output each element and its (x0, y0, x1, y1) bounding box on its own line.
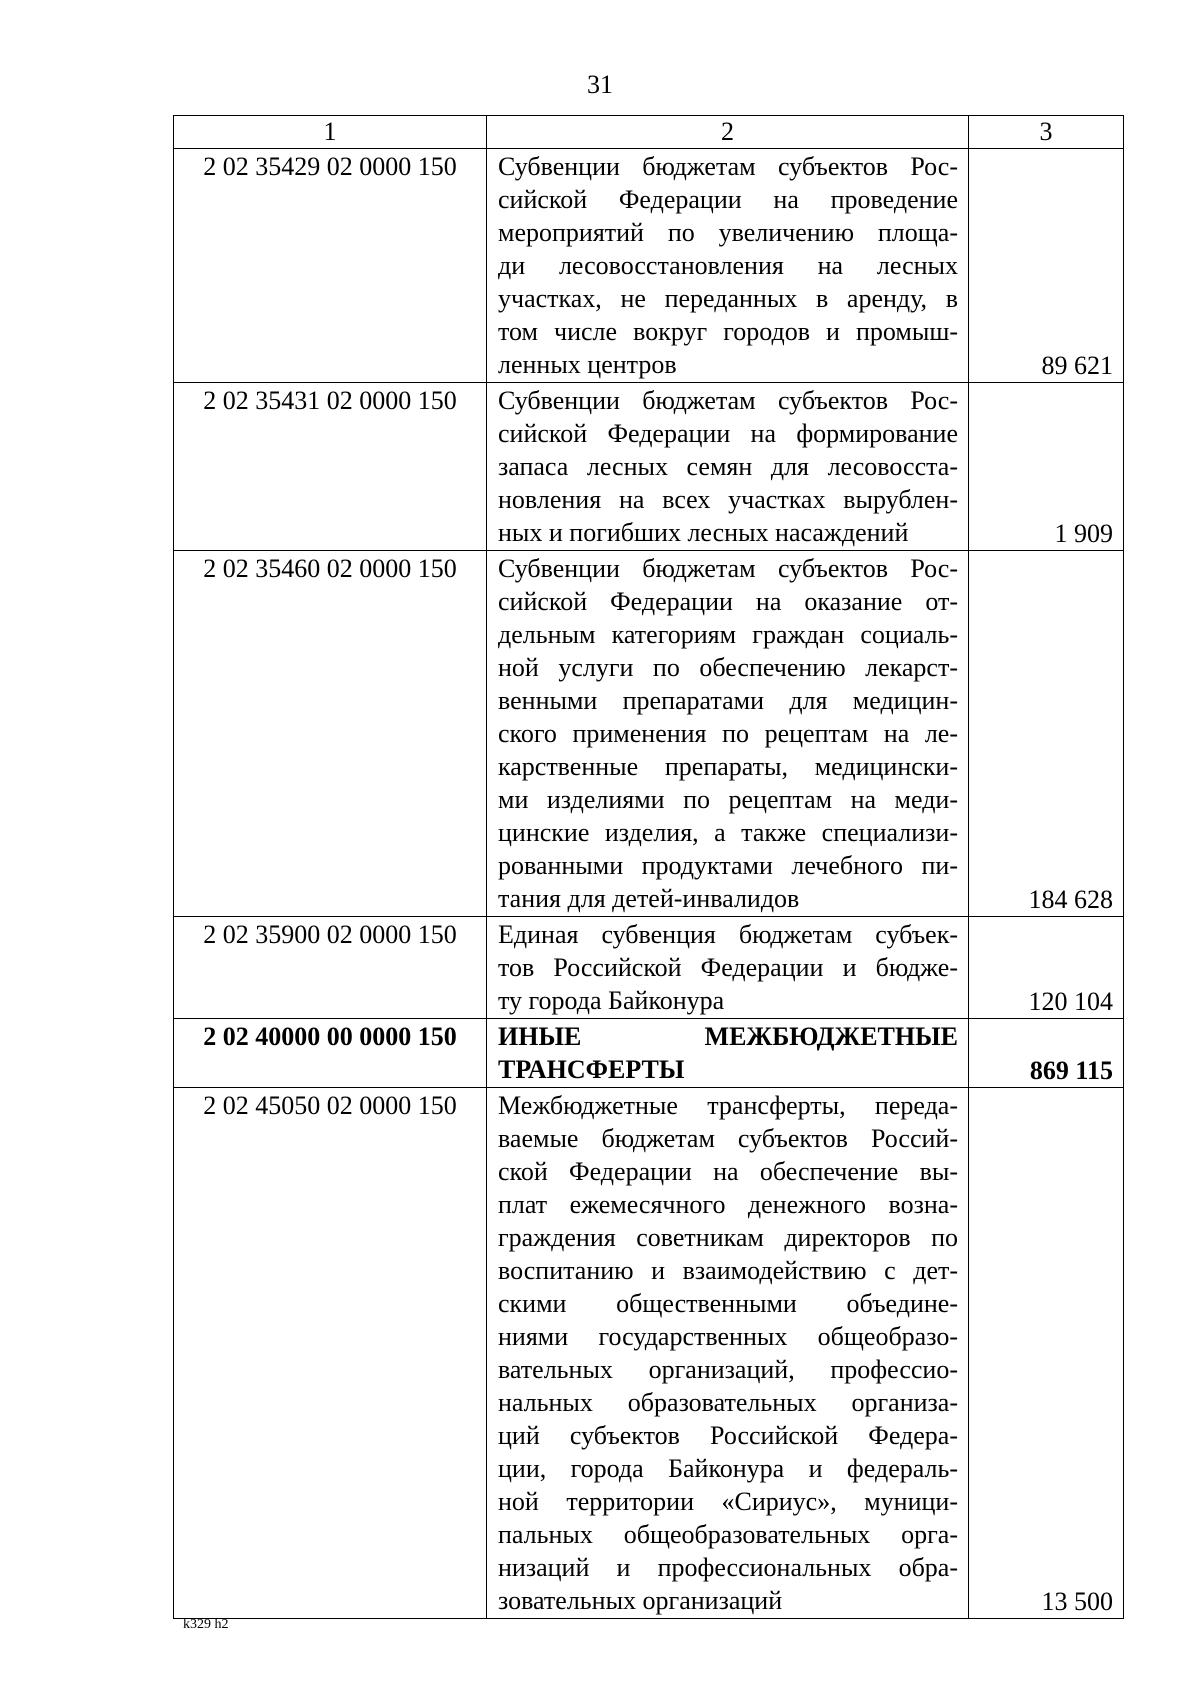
table-row (174, 383, 1124, 551)
description-line: пальных общеобразовательных орга- (498, 1520, 958, 1549)
description-line: плат ежемесячного денежного возна- (498, 1190, 958, 1219)
description-line: Межбюджетные трансферты, переда- (498, 1091, 958, 1120)
description-line: участках, не переданных в аренду, в (498, 284, 958, 313)
description-cell (487, 551, 969, 917)
description-cell (487, 1019, 969, 1088)
budget-code-cell: 2 02 45050 02 0000 150 (174, 1088, 487, 1619)
table-body (174, 149, 1124, 1619)
description-cell (487, 149, 969, 383)
budget-code-cell: 2 02 35431 02 0000 150 (174, 383, 487, 551)
description-line: тания для детей-инвалидов (498, 884, 800, 913)
budget-code-cell: 2 02 35429 02 0000 150 (174, 149, 487, 383)
description-line: ной территории «Сириус», муници- (498, 1487, 958, 1516)
budget-code-cell: 2 02 35900 02 0000 150 (174, 917, 487, 1019)
description-line: венными препаратами для медицин- (498, 686, 958, 715)
budget-code-cell: 2 02 35460 02 0000 150 (174, 551, 487, 917)
description-line: Субвенции бюджетам субъектов Рос- (498, 152, 958, 181)
description-line: зовательных организаций (498, 1586, 783, 1615)
amount-cell: 1 909 (969, 383, 1124, 551)
description-line: ниями государственных общеобразо- (498, 1322, 958, 1351)
amount-cell: 89 621 (969, 149, 1124, 383)
description-line: запаса лесных семян для лесовосста- (498, 452, 958, 481)
description-line: Единая субвенция бюджетам субъек- (498, 920, 958, 949)
description-line: ской Федерации на обеспечение вы- (498, 1157, 958, 1186)
revenue-table (173, 115, 1124, 1619)
description-line: воспитанию и взаимодействию с дет- (498, 1256, 958, 1285)
amount-cell: 869 115 (969, 1019, 1124, 1088)
description-line: ди лесовосстановления на лесных (498, 251, 958, 280)
description-line: ции, города Байконура и федераль- (498, 1454, 958, 1483)
table-header-row (174, 116, 1124, 149)
description-line: рованными продуктами лечебного пи- (498, 851, 958, 880)
description-line: нальных образовательных организа- (498, 1388, 958, 1417)
table-row (174, 149, 1124, 383)
description-line: тов Российской Федерации и бюдже- (498, 953, 958, 982)
description-line: новления на всех участках вырублен- (498, 485, 958, 514)
description-line: граждения советникам директоров по (498, 1223, 958, 1252)
description-line: Субвенции бюджетам субъектов Рос- (498, 554, 958, 583)
description-line: ваемые бюджетам субъектов Россий- (498, 1124, 958, 1153)
description-cell (487, 1088, 969, 1619)
column-header-1: 1 (174, 116, 487, 149)
description-line: сийской Федерации на формирование (498, 419, 958, 448)
description-line: ского применения по рецептам на ле- (498, 719, 958, 748)
footer-doc-code: k329 h2 (183, 1617, 229, 1632)
description-line: ИНЫЕ МЕЖБЮДЖЕТНЫЕ (498, 1022, 958, 1051)
amount-cell: 13 500 (969, 1088, 1124, 1619)
description-line: карственные препараты, медицински- (498, 752, 958, 781)
description-line: сийской Федерации на проведение (498, 185, 958, 214)
description-line: скими общественными объедине- (498, 1289, 958, 1318)
description-line: ной услуги по обеспечению лекарст- (498, 653, 958, 682)
column-header-2: 2 (487, 116, 969, 149)
budget-code-cell: 2 02 40000 00 0000 150 (174, 1019, 487, 1088)
description-line: ту города Байконура (498, 986, 725, 1015)
description-line: Субвенции бюджетам субъектов Рос- (498, 386, 958, 415)
description-line: сийской Федерации на оказание от- (498, 587, 958, 616)
description-line: ми изделиями по рецептам на меди- (498, 785, 958, 814)
description-line: том числе вокруг городов и промыш- (498, 317, 958, 346)
page-number: 31 (587, 70, 613, 99)
description-cell (487, 917, 969, 1019)
table-row (174, 551, 1124, 917)
amount-cell: 184 628 (969, 551, 1124, 917)
description-line: вательных организаций, профессио- (498, 1355, 958, 1384)
description-line: низаций и профессиональных обра- (498, 1553, 958, 1582)
description-line: мероприятий по увеличению площа- (498, 218, 958, 247)
description-line: ций субъектов Российской Федера- (498, 1421, 958, 1450)
table-row (174, 1088, 1124, 1619)
description-line: ленных центров (498, 350, 677, 379)
table-row (174, 1019, 1124, 1088)
description-line: цинские изделия, а также специализи- (498, 818, 958, 847)
description-line: дельным категориям граждан социаль- (498, 620, 958, 649)
amount-cell: 120 104 (969, 917, 1124, 1019)
description-line: ТРАНСФЕРТЫ (498, 1055, 685, 1084)
description-cell (487, 383, 969, 551)
table-row (174, 917, 1124, 1019)
description-line: ных и погибших лесных насаждений (498, 518, 909, 547)
column-header-3: 3 (969, 116, 1124, 149)
